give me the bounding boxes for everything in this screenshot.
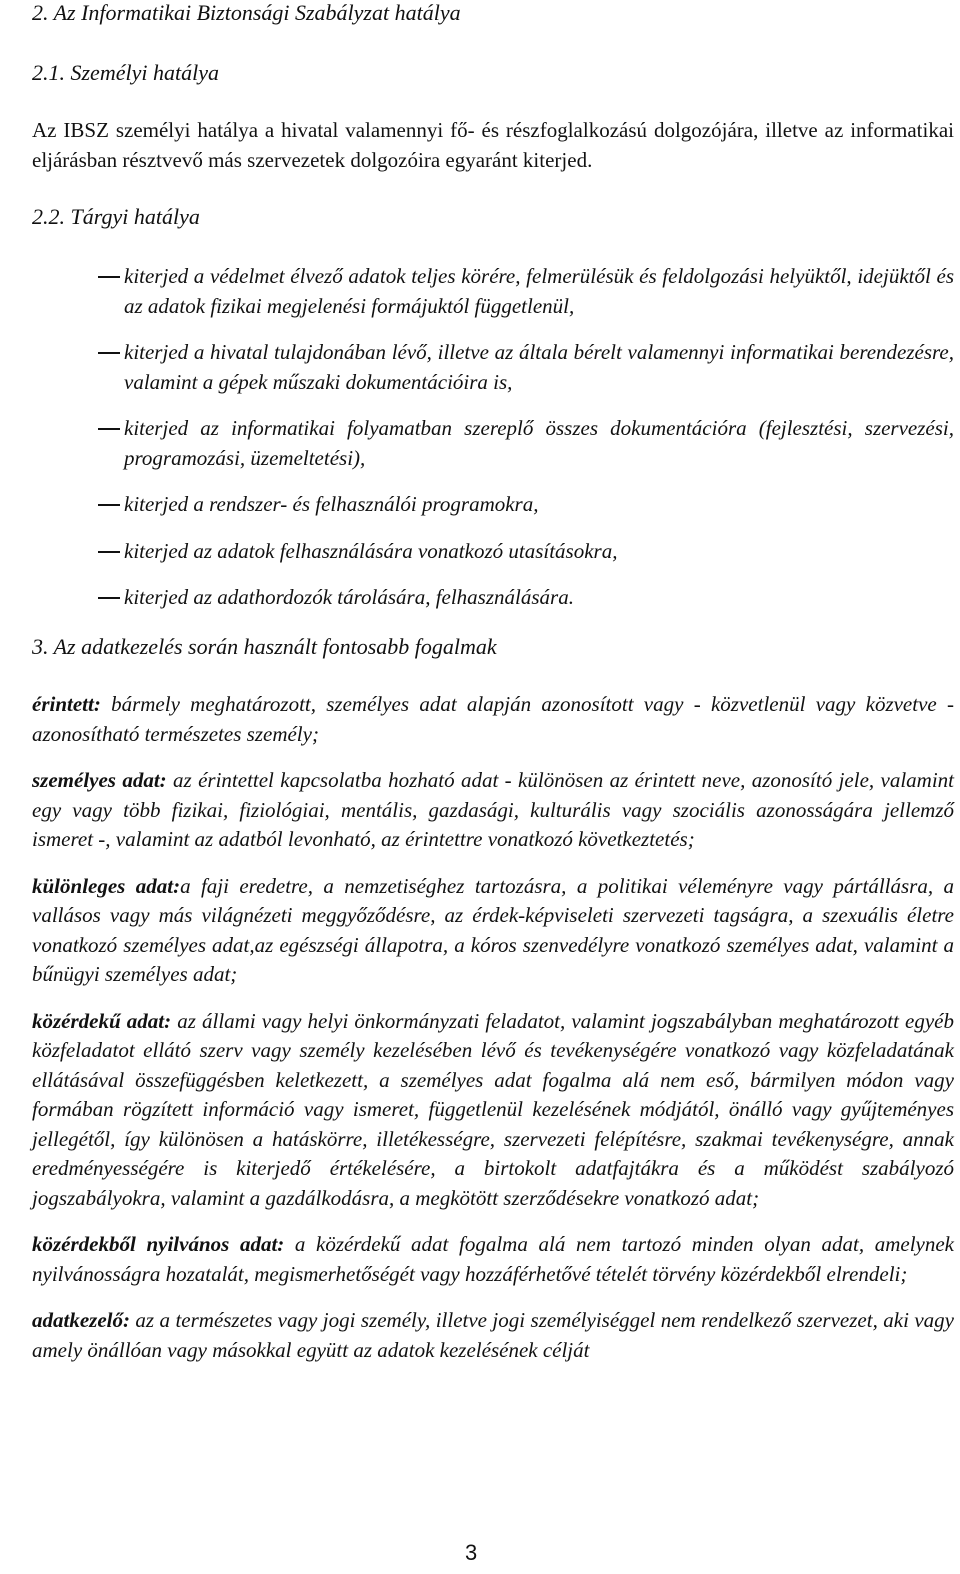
dash-icon [98, 428, 120, 430]
definition-item [32, 1230, 954, 1289]
definition-term: különleges adat: [32, 873, 181, 898]
dash-icon [98, 276, 120, 278]
section-2-2-title: 2.2. Tárgyi hatálya [32, 204, 200, 229]
scope-bullet-list [32, 262, 954, 630]
dash-icon [98, 597, 120, 599]
definition-term: személyes adat: [32, 768, 167, 792]
definition-term: érintett: [32, 692, 101, 716]
definition-text: az érintettel kapcsolatba hozható adat - különösen az érintett neve, azonosító jele, valamint egy vagy több fizikai, fiziológiai, mentális, gazdasági, kulturális vagy szociális azonosságára jellemző ismeret -, valamint az adatból levonható, az érintettre vonatkozó következtetés; [32, 768, 955, 851]
definition-text: a faji eredetre, a nemzetiséghez tartozásra, a politikai véleményre vagy pártállásra, a vallásos vagy más világnézeti meggyőződésre, az érdek-képviseleti szervezeti tagságra, a szexuális életre vonatkozó személyes adat,az egészségi állapotra, a kóros szenvedélyre vonatkozó személyes adat, valamint a bűnügyi személyes adat; [32, 873, 954, 986]
definition-item [32, 1306, 954, 1365]
list-item: kiterjed a hivatal tulajdonában lévő, illetve az általa bérelt valamennyi informatikai berendezésre, valamint a gépek műszaki dokumentációira is, [32, 338, 954, 397]
definition-item [32, 872, 954, 990]
list-item: kiterjed az informatikai folyamatban szereplő összes dokumentációra (fejlesztési, szervezési, programozási, üzemeltetési), [32, 414, 954, 473]
list-item: kiterjed az adathordozók tárolására, felhasználására. [32, 583, 954, 613]
definition-text: az állami vagy helyi önkormányzati feladatot, valamint jogszabályban meghatározott egyéb közfeladatot ellátó szerv vagy személy kezelésében lévő és tevékenységére vonatkozó vagy közfeladatának ellátásával összefüggésben keletkezett, a személyes adat fogalma alá nem eső, bármilyen módon vagy formában rögzített információ vagy ismeret, függetlenül kezelésének módjától, önálló vagy gyűjteményes jellegétől, így különösen a hatáskörre, illetékességre, szervezeti felépítésre, szakmai tevékenységre, annak eredményességére is kiterjedő értékelésére, a birtokolt adatfajtákra és a működést szabályozó jogszabályokra, valamint a gazdálkodásra, a megkötött szerződésekre vonatkozó adat; [32, 1008, 954, 1210]
list-item: kiterjed az adatok felhasználására vonatkozó utasításokra, [32, 537, 954, 567]
definition-text: az a természetes vagy jogi személy, illetve jogi személyiséggel nem rendelkező szervezet, aki vagy amely önállóan vagy másokkal együtt az adatok kezelésének célját [32, 1308, 954, 1362]
definition-term: adatkezelő: [32, 1308, 130, 1332]
definition-text: bármely meghatározott, személyes adat alapján azonosított vagy - közvetlenül vagy közvetve - azonosítható természetes személy; [32, 692, 954, 746]
dash-icon [98, 551, 120, 553]
list-item: kiterjed a védelmet élvező adatok teljes körére, felmerülésük és feldolgozási helyüktől, idejüktől és az adatok fizikai megjelenési formájuktól függetlenül, [32, 262, 954, 321]
page-number: 3 [465, 1540, 478, 1565]
section-3-title: 3. Az adatkezelés során használt fontosabb fogalmak [32, 634, 497, 659]
dash-icon [98, 352, 120, 354]
definition-term: közérdekű adat: [32, 1008, 172, 1033]
definition-term: közérdekből nyilvános adat: [32, 1232, 285, 1256]
section-2-title: 2. Az Informatikai Biztonsági Szabályzat hatálya [32, 0, 461, 25]
dash-icon [98, 504, 120, 506]
definitions-list [32, 690, 954, 1382]
list-item: kiterjed a rendszer- és felhasználói programokra, [32, 490, 954, 520]
definition-text: a közérdekű adat fogalma alá nem tartozó minden olyan adat, amelynek nyilvánosságra hozatalát, megismerhetőségét vagy hozzáférhetővé tételét törvény közérdekből elrendeli; [32, 1232, 954, 1286]
definition-item [32, 690, 954, 749]
definition-item [32, 1007, 954, 1214]
definition-item [32, 766, 954, 855]
section-2-1-title: 2.1. Személyi hatálya [32, 60, 219, 85]
section-2-1-text: Az IBSZ személyi hatálya a hivatal valamennyi fő- és részfoglalkozású dolgozójára, illetve az informatikai eljárásban résztvevő más szervezetek dolgozóira egyaránt kiterjed. [32, 118, 954, 172]
